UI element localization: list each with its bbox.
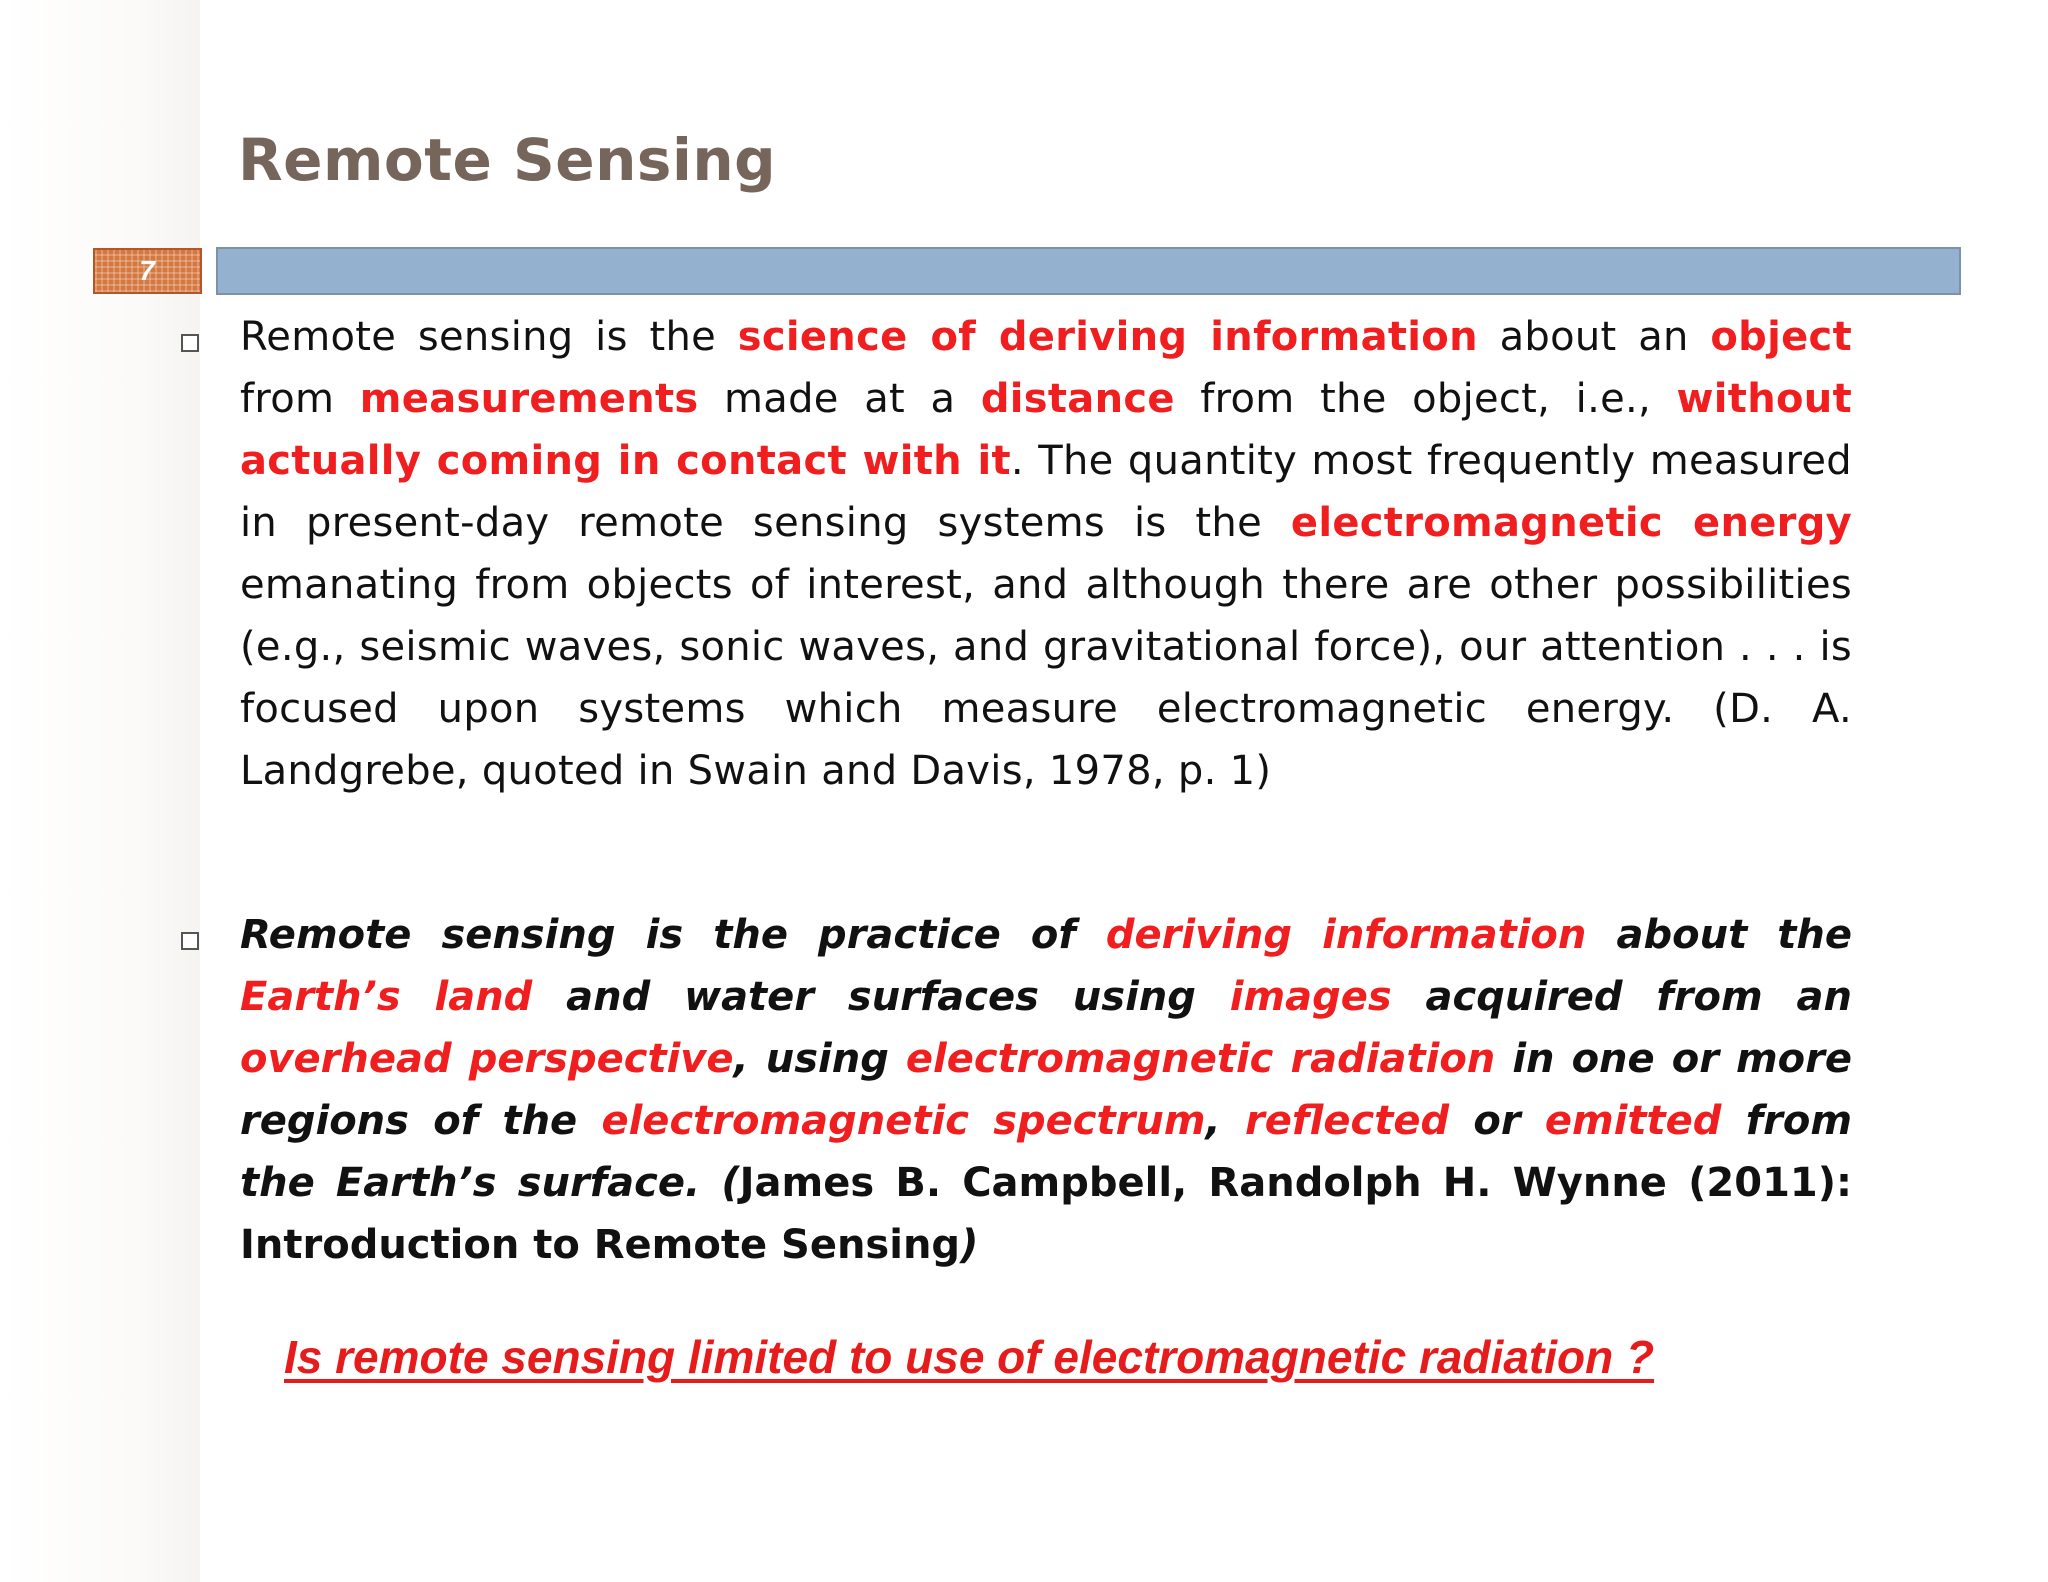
text-run: , using xyxy=(733,1036,906,1082)
highlight-run: distance xyxy=(980,376,1175,422)
text-run: ) xyxy=(960,1222,979,1268)
text-run: , xyxy=(1205,1098,1246,1144)
slide-title: Remote Sensing xyxy=(238,126,777,194)
highlight-run: deriving information xyxy=(1105,912,1587,958)
highlight-run: without actually coming in contact with it xyxy=(240,376,1852,484)
question-text: Is remote sensing limited to use of electromagnetic radiation ? xyxy=(284,1331,1655,1383)
text-run: Remote sensing is the xyxy=(240,314,738,360)
text-run: and water surfaces using xyxy=(532,974,1230,1020)
highlight-run: electromagnetic spectrum xyxy=(601,1098,1206,1144)
text-run: or xyxy=(1449,1098,1545,1144)
text-run: from the Earth’s surface. ( xyxy=(240,1098,1853,1206)
checkbox-square-icon xyxy=(181,334,199,352)
citation: James B. Campbell, Randolph H. Wynne (2011): Introduction to Remote Sensing xyxy=(240,1160,1853,1268)
text-run: about an xyxy=(1477,314,1711,360)
highlight-run: electromagnetic radiation xyxy=(905,1036,1496,1082)
highlight-run: emitted xyxy=(1544,1098,1722,1144)
highlight-run: object xyxy=(1710,314,1852,360)
text-run: Remote sensing is the practice of xyxy=(240,912,1106,958)
highlight-run: images xyxy=(1229,974,1392,1020)
text-run: emanating from objects of interest, and although there are other possibilities (e.g., seismic waves, sonic waves, and gravitational force), our attention . . . is focused upon systems which measure electromagnetic energy. (D. A. Landgrebe, quoted in Swain and Davis, 1978, p. 1) xyxy=(240,562,1852,794)
text-run: in one or more regions of the xyxy=(240,1036,1852,1144)
highlight-run: electromagnetic energy xyxy=(1290,500,1852,546)
slide-number: 7 xyxy=(139,255,155,286)
checkbox-square-icon xyxy=(181,932,199,950)
highlight-run: measurements xyxy=(359,376,699,422)
text-run: from the object, i.e., xyxy=(1174,376,1677,422)
text-run: acquired from an xyxy=(1391,974,1852,1020)
text-run: . The quantity most frequently measured in present-day remote sensing systems is the xyxy=(240,438,1852,546)
highlight-run: Earth’s land xyxy=(240,974,533,1020)
text-run: made at a xyxy=(698,376,981,422)
header-bar xyxy=(216,247,1961,295)
bullet-paragraph-1 xyxy=(240,306,1852,802)
highlight-run: reflected xyxy=(1245,1098,1450,1144)
bullet-paragraph-2 xyxy=(240,904,1852,1276)
highlight-run: science of deriving information xyxy=(737,314,1478,360)
slide-number-badge xyxy=(93,248,202,294)
text-run: from xyxy=(240,376,360,422)
text-run: about the xyxy=(1586,912,1853,958)
highlight-run: overhead perspective xyxy=(240,1036,734,1082)
left-margin-shade xyxy=(0,0,200,1582)
